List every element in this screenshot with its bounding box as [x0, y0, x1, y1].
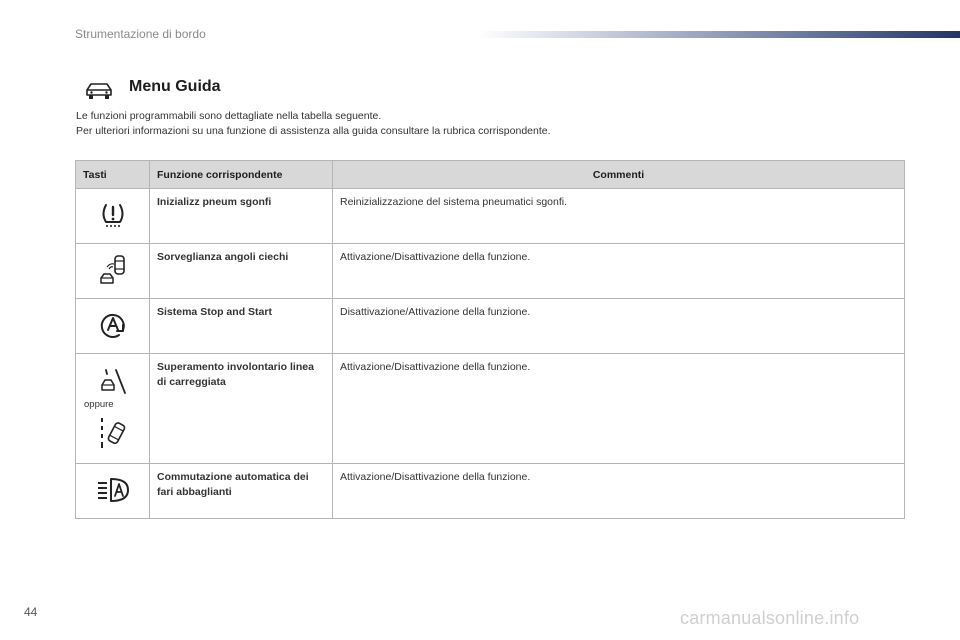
table-row [76, 464, 905, 519]
intro-line-2: Per ulteriori informazioni su una funzione di assistenza alla guida consultare la rubrica corrispondente. [76, 125, 551, 137]
tyre-pressure-warning-icon [98, 200, 128, 230]
blind-spot-monitoring-icon [96, 253, 130, 287]
running-header: Strumentazione di bordo [75, 27, 206, 41]
lane-departure-car-icon [98, 416, 128, 450]
function-name: Sorveglianza angoli ciechi [150, 244, 333, 299]
function-comment: Attivazione/Disattivazione della funzione. [333, 354, 905, 464]
function-name: Commutazione automatica dei fari abbaglianti [150, 464, 333, 519]
function-comment: Reinizializzazione del sistema pneumatici sgonfi. [333, 189, 905, 244]
function-comment: Disattivazione/Attivazione della funzione. [333, 299, 905, 354]
function-comment: Attivazione/Disattivazione della funzione. [333, 244, 905, 299]
icon-cell [76, 464, 150, 519]
table-row [76, 244, 905, 299]
page-number: 44 [24, 605, 38, 619]
header-tasti: Tasti [76, 161, 150, 189]
icon-cell [76, 354, 150, 464]
icon-cell [76, 299, 150, 354]
table-row [76, 299, 905, 354]
functions-table [75, 160, 905, 519]
header-funzione: Funzione corrispondente [150, 161, 333, 189]
table-header-row [76, 161, 905, 189]
intro-line-1: Le funzioni programmabili sono dettagliate nella tabella seguente. [76, 110, 382, 122]
stop-start-icon [98, 310, 128, 340]
header-commenti: Commenti [333, 161, 905, 189]
automatic-high-beam-icon [96, 476, 130, 504]
icon-cell [76, 189, 150, 244]
lane-departure-warning-icon [98, 366, 128, 396]
header-gradient-bar [478, 31, 960, 38]
function-comment: Attivazione/Disattivazione della funzione. [333, 464, 905, 519]
or-label: oppure [84, 399, 114, 410]
intro-text [76, 109, 551, 139]
function-name: Sistema Stop and Start [150, 299, 333, 354]
function-name: Inizializz pneum sgonfi [150, 189, 333, 244]
icon-cell [76, 244, 150, 299]
function-name: Superamento involontario linea di carreggiata [150, 354, 333, 464]
watermark: carmanualsonline.info [680, 608, 860, 628]
table-row [76, 189, 905, 244]
car-icon [84, 80, 114, 102]
section-title: Menu Guida [129, 78, 221, 95]
table-row [76, 354, 905, 464]
